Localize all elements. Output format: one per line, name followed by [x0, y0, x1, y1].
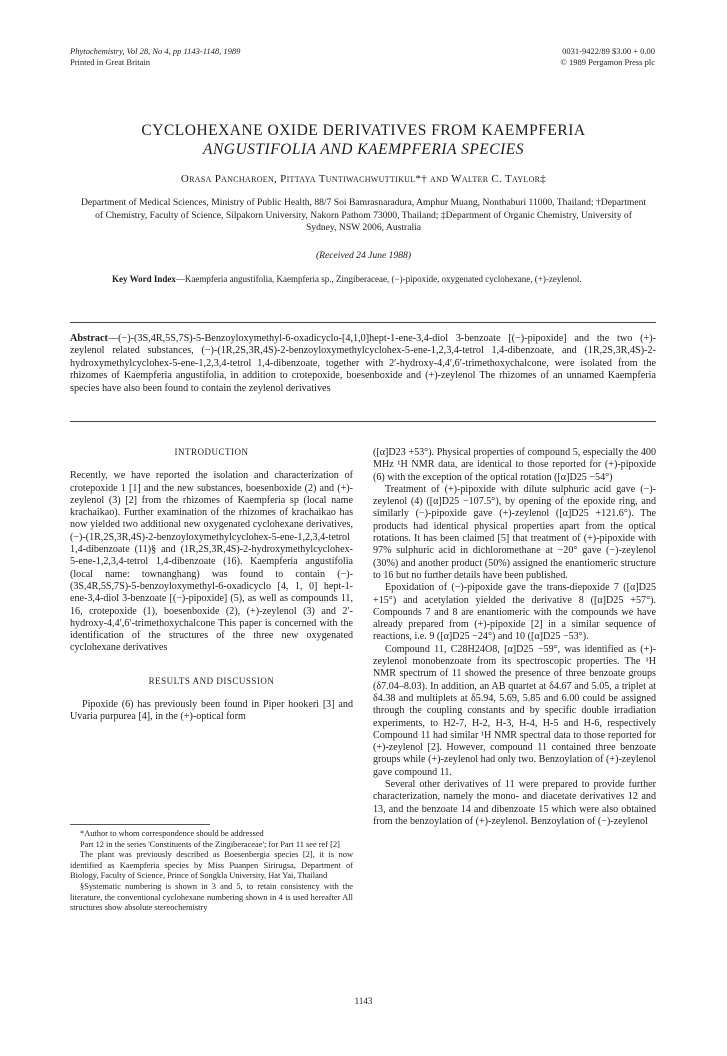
results-heading: RESULTS AND DISCUSSION	[148, 675, 275, 686]
author-list: Orasa Pancharoen, Pittaya Tuntiwachwuttikul*† and Walter C. Taylor‡	[180, 173, 547, 185]
footnote-series: Part 12 in the series 'Constituents of the Zingiberaceae'; for Part 11 see ref [2]	[80, 839, 340, 849]
page-number: 1143	[354, 996, 373, 1006]
affiliations: Department of Medical Sciences, Ministry of Public Health, 88/7 Soi Bamrasnaradura, Amphur Muang, Nonthaburi 11000, Thailand; †Department of Chemistry, Faculty of Science, Silpakorn University, Nakorn Pathom 73000, Thailand; ‡Department of Organic Chemistry, University of Sydney, NSW 2006, Australia	[80, 197, 647, 234]
keyword-index	[112, 273, 642, 285]
journal-header-right	[560, 46, 655, 68]
title-line-2: ANGUSTIFOLIA AND KAEMPFERIA SPECIES	[202, 141, 524, 158]
abstract-bottom-rule	[70, 421, 656, 422]
received-date: (Received 24 June 1988)	[315, 250, 412, 261]
introduction-paragraph: Recently, we have reported the isolation and characterization of crotepoxide 1 [1] and the new substances, boesenboxide (2) and (+)-zeylenol (3) [2] from the rhizomes of Kaempferia sp (local name krachaikao). Further examination of the rhizomes of krachaikao has now yielded two additional new oxygenated cyclohexane derivatives, (−)-(1R,2S,3R,4S)-2-benzoyloxymethylcyclohex-5-ene-1,2,3,4-tetrol 1,4-dibenzoate (11)§ and (1R,2S,3R,4S)-2-hydroxymethylcyclohex-5-ene-1,2,3,4-tetrol 1,4-dibenzoate (16). Kaempferia angustifolia (local name: townanghang) was found to contain (−)-(3S,4R,5S,7S)-5-benzoyloxymethyl-6-oxadicyclo [4, 1, 0] hept-1-ene-3,4-diol 3-benzoate [(−)-pipoxide] (5), as well as compounds 11, 16, crotepoxide (1), boesenboxide (2), (+)-zeylenol (3) and 2′-hydroxy-4,4′,6′-trimethoxychalcone This paper is concerned with the identification of the structures of the three new oxygenated cyclohexane derivatives	[70, 470, 353, 654]
right-paragraph-4: Compound 11, C28H24O8, [α]D25 −59°, was identified as (+)-zeylenol monobenzoate from its spectroscopic properties. The ¹H NMR spectrum of 11 showed the presence of three benzoate groups (δ7.04–8.03). In addition, an AB quartet at δ4.67 and 5.05, a triplet at δ4.38 and multiplets at δ5.94, 5.69, 5.85 and 6.00 could be assigned through the coupling constants and by specific double irradiation experiments, to H2-7, H-2, H-3, H-4, H-5 and H-6, respectively Compound 11 had similar ¹H NMR spectral data to those reported for (+)-zeylenol [2]. However, compound 11 contained three benzoate groups while (+)-zeylenol had only two. Benzoylation of (+)-zeylenol gave compound 11.	[373, 643, 656, 778]
keyword-label: Key Word Index	[112, 274, 176, 284]
abstract-top-rule	[70, 322, 656, 323]
footnote-correspondence: *Author to whom correspondence should be addressed	[80, 829, 264, 838]
right-paragraph-5: Several other derivatives of 11 were prepared to provide further characterization, namely the mono- and diacetate derivatives 12 and 13, and the benzoate 14 and dibenzoate 15 which were also obtained from the benzoylation of (+)-zeylenol. Benzoylation of (−)-zeylenol	[373, 779, 656, 827]
introduction-heading: INTRODUCTION	[174, 447, 249, 457]
title-line-1: CYCLOHEXANE OXIDE DERIVATIVES FROM KAEMPFERIA	[141, 122, 586, 139]
footnote-rule	[70, 824, 210, 825]
footnotes	[70, 829, 353, 914]
right-paragraph-2: Treatment of (+)-pipoxide with dilute sulphuric acid gave (−)-zeylenol (4) ([α]D25 −107.5°), by opening of the epoxide ring, and similarly (−)-pipoxide gave (+)-zeylenol ([α]D25 +121.6°). The products had identical physical properties apart from the optical rotations. It has been claimed [5] that treatment of (+)-pipoxide with 97% sulphuric acid in dichloromethane at −20° gave (−)-zeylenol (30%) and another product (50%) assigned the enantiomeric structure to 16 but no further details have been published.	[373, 483, 656, 581]
abstract-label: Abstract	[70, 333, 108, 344]
keyword-text: —Kaempferia angustifolia, Kaempferia sp., Zingiberaceae, (−)-pipoxide, oxygenated cyclohexane, (+)-zeylenol.	[175, 274, 582, 284]
footnote-numbering: §Systematic numbering is shown in 3 and 5, to retain consistency with the literature, the conventional cyclohexane numbering shown in 4 is used hereafter All structures show absolute stereochemistry	[70, 881, 353, 913]
right-column	[373, 447, 656, 828]
journal-citation: Phytochemistry, Vol 28, No 4, pp 1143-1148, 1989	[70, 46, 241, 56]
copyright-notice: © 1989 Pergamon Press plc	[560, 57, 655, 67]
issn-code: 0031-9422/89 $3.00 + 0.00	[562, 46, 655, 56]
abstract-text: —(−)-(3S,4R,5S,7S)-5-Benzoyloxymethyl-6-oxadicyclo-[4,1,0]hept-1-ene-3,4-diol 3-benzoate [(−)-pipoxide] and the two (+)-zeylenol related substances, (−)-(1R,2S,3R,4S)-2-benzoyloxymethylcyclohex-5-ene-1,2,3,4-tetrol 1,4-dibenzoate, and (1R,2S,3R,4S)-2-hydroxymethylcyclohex-5-ene-1,2,3,4-tetrol 1,4-dibenzoate, together with 2′-hydroxy-4,4′,6′-trimethoxychalcone, were isolated from the rhizomes of Kaempferia angustifolia, in addition to crotepoxide, boesenboxide and (+)-zeylenol The rhizomes of an unnamed Kaempferia species have also been found to contain the zeylenol derivatives	[70, 333, 656, 394]
right-paragraph-3: Epoxidation of (−)-pipoxide gave the trans-diepoxide 7 ([α]D25 +15°) and acetylation yielded the derivative 8 ([α]D25 +57°). Compounds 7 and 8 are enantiomeric with the compounds we have already prepared from (+)-pipoxide [2] in a similar sequence of reactions, i.e. 9 ([α]D25 −24°) and 10 ([α]D25 −53°).	[373, 582, 656, 643]
left-column	[70, 446, 353, 724]
right-paragraph-1: ([α]D23 +53°). Physical properties of compound 5, especially the 400 MHz ¹H NMR data, are identical to those reported for (+)-pipoxide (6) with the exception of the optical rotation ([α]D25 −54°)	[373, 447, 656, 483]
journal-header-left	[70, 46, 240, 68]
abstract	[70, 333, 656, 395]
results-paragraph: Pipoxide (6) has previously been found in Piper hookeri [3] and Uvaria purpurea [4], in the (+)-optical form	[70, 699, 353, 723]
article-title	[40, 121, 687, 159]
printed-in: Printed in Great Britain	[70, 57, 151, 67]
footnote-plant: The plant was previously described as Boesenbergia species [2], it is now identified as Kaempferia species by Miss Puanpen Sirirugsa, Department of Biology, Faculty of Science, Prince of Songkla University, Hat Yai, Thailand	[70, 850, 353, 881]
